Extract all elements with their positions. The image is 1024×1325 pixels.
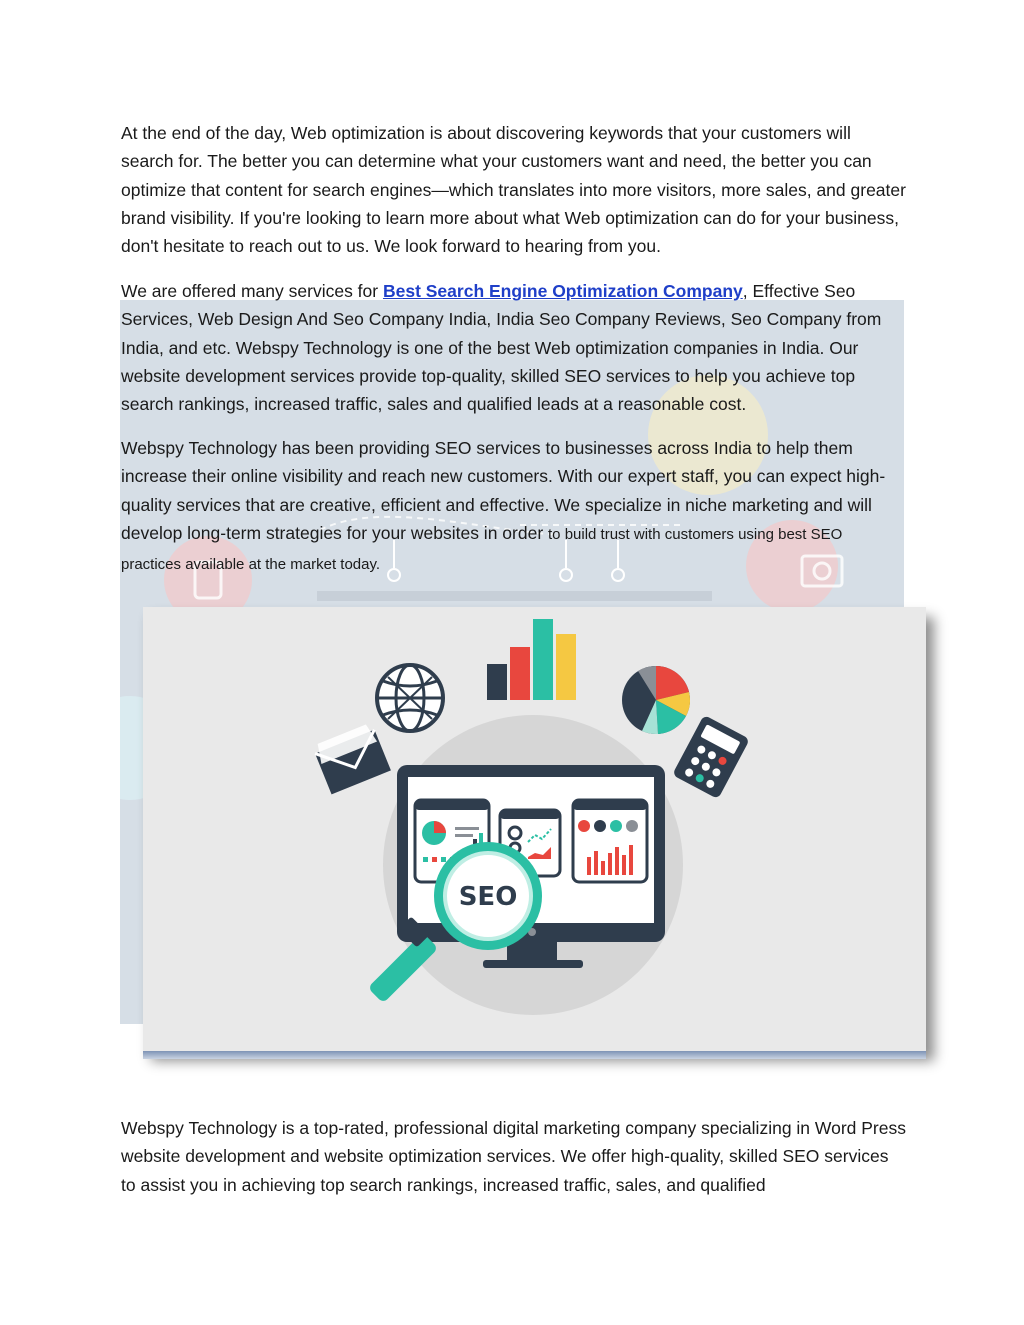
closing-paragraph: Webspy Technology is a top-rated, professional digital marketing company specializing in Word Press website development and website optimization services. We offer high-quality, skilled SEO services to assist you in achieving top search rankings, increased traffic, sales, and qualified: [121, 1118, 906, 1195]
image-bottom-strip: [143, 1051, 926, 1059]
globe-icon: [377, 665, 443, 731]
services-paragraph: [121, 277, 906, 418]
services-text-end: , Effective Seo Services, Web Design And Seo Company India, India Seo Company Reviews, Seo Company from India, and etc. Webspy Technology is one of the best Web optimization companies in India. Our website development services provide top-quality, skilled SEO services to help you achieve top search rankings, increased traffic, sales and qualified leads at a reasonable cost.: [121, 281, 882, 415]
services-text-start: We are offered many services for: [121, 281, 383, 301]
webspy-text-main: Webspy Technology has been providing SEO services to businesses across India to help them increase their online visibility and reach new customers. With our expert staff, you can expect high-quality services that are creative, efficient and effective. We specialize in niche marketing and will develop long-term strategies for your websites in order: [121, 438, 886, 543]
best-seo-company-link[interactable]: Best Search Engine Optimization Company: [382, 281, 743, 301]
seo-label: SEO: [458, 882, 518, 912]
pie-chart-icon: [622, 666, 690, 734]
calculator-icon: [672, 715, 750, 799]
envelope-icon: [312, 722, 391, 794]
bar-chart-icon: [487, 619, 576, 700]
webspy-text-small: to build trust with customers using best SEO practices available at the market today.: [121, 525, 843, 574]
webspy-paragraph: [121, 434, 906, 579]
seo-illustration: [143, 607, 926, 1051]
intro-paragraph: At the end of the day, Web optimization is about discovering keywords that your customers will search for. The better you can determine what your customers want and need, the better you can optimize that content for search engines—which translates into more visitors, more sales, and greater brand visibility. If you're looking to learn more about what Web optimization can do for your business, don't hesitate to reach out to us. We look forward to hearing from you.: [121, 123, 906, 257]
